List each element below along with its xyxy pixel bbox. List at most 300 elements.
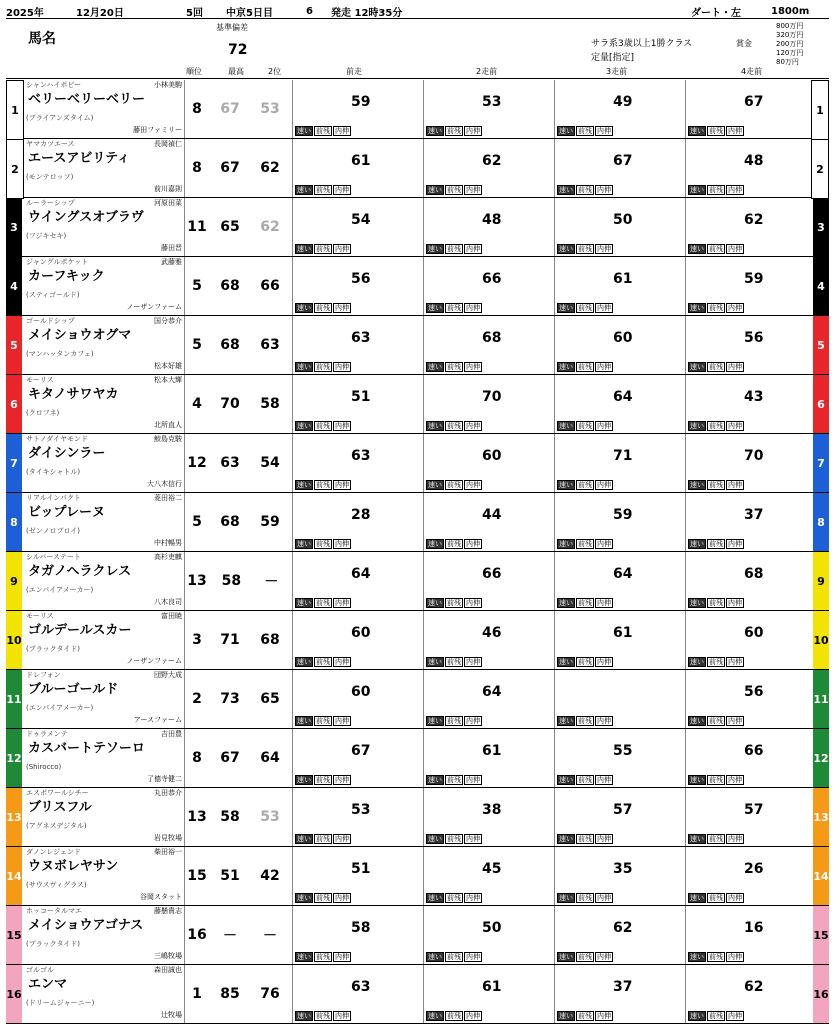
tag-front: 前残 bbox=[709, 422, 723, 430]
index-values bbox=[210, 493, 290, 551]
past-score: 63 bbox=[351, 448, 371, 464]
second-index: 42 bbox=[260, 868, 280, 884]
tag-front: 前残 bbox=[447, 599, 461, 607]
index-values bbox=[210, 257, 290, 315]
owner: 松本好雄 bbox=[154, 362, 182, 370]
best-index: 68 bbox=[220, 514, 240, 530]
past-race-1 bbox=[292, 316, 423, 374]
rank: 16 bbox=[187, 927, 207, 943]
horse-name: ウヌボレヤサン bbox=[28, 859, 119, 874]
tag-front: 前残 bbox=[316, 422, 330, 430]
owner: 藤田晋 bbox=[161, 244, 182, 252]
race-tags bbox=[426, 480, 482, 490]
past-score: 37 bbox=[744, 507, 764, 523]
tag-front: 前残 bbox=[316, 894, 330, 902]
tag-front: 前残 bbox=[447, 776, 461, 784]
horse-name: メイショウオグマ bbox=[28, 328, 132, 343]
past-race-1 bbox=[292, 198, 423, 256]
past-score: 61 bbox=[482, 743, 502, 759]
horse-name: ダイシンラー bbox=[28, 446, 106, 461]
past-race-1 bbox=[292, 906, 423, 964]
horse-info bbox=[24, 80, 185, 138]
tag-inside: 内伸 bbox=[728, 127, 742, 135]
race-tags bbox=[688, 716, 744, 726]
past-score: 53 bbox=[351, 802, 371, 818]
tag-inside: 内伸 bbox=[335, 953, 349, 961]
tag-fast: 速い bbox=[428, 422, 442, 430]
jockey: 菱田裕二 bbox=[154, 494, 182, 502]
tag-inside: 内伸 bbox=[335, 363, 349, 371]
race-tags bbox=[688, 480, 744, 490]
tag-front: 前残 bbox=[709, 658, 723, 666]
second-index: 54 bbox=[260, 455, 280, 471]
past-score: 51 bbox=[351, 389, 371, 405]
race-tags bbox=[688, 185, 744, 195]
past-race-2 bbox=[423, 729, 554, 787]
horse-row bbox=[6, 316, 829, 375]
horse-row bbox=[6, 80, 829, 139]
col-prev4: 4走前 bbox=[741, 67, 763, 76]
tag-inside: 内伸 bbox=[466, 127, 480, 135]
past-score: 62 bbox=[744, 212, 764, 228]
past-score: 61 bbox=[613, 625, 633, 641]
jockey: 松本大輝 bbox=[154, 376, 182, 384]
tag-inside: 内伸 bbox=[335, 894, 349, 902]
jockey: 河原田菜 bbox=[154, 199, 182, 207]
horse-info bbox=[24, 847, 185, 905]
tag-front: 前残 bbox=[709, 304, 723, 312]
race-tags bbox=[688, 598, 744, 608]
tag-fast: 速い bbox=[690, 540, 704, 548]
tag-front: 前残 bbox=[709, 835, 723, 843]
rank: 5 bbox=[192, 514, 202, 530]
past-score: 61 bbox=[613, 271, 633, 287]
past-score: 28 bbox=[351, 507, 371, 523]
sire: モーリス bbox=[26, 612, 54, 620]
tag-inside: 内伸 bbox=[335, 1012, 349, 1020]
owner: 辻牧場 bbox=[161, 1011, 182, 1019]
horse-name: ウイングスオブラヴ bbox=[28, 210, 144, 225]
race-tags bbox=[557, 657, 613, 667]
rank: 3 bbox=[192, 632, 202, 648]
past-race-1 bbox=[292, 434, 423, 492]
horse-number-left: 4 bbox=[6, 257, 22, 315]
jockey: 森田誠也 bbox=[154, 966, 182, 974]
tag-front: 前残 bbox=[447, 717, 461, 725]
past-score: 50 bbox=[482, 920, 502, 936]
race-tags bbox=[557, 834, 613, 844]
tag-inside: 内伸 bbox=[597, 1012, 611, 1020]
horse-info bbox=[24, 788, 185, 846]
past-score: 59 bbox=[744, 271, 764, 287]
tag-inside: 内伸 bbox=[728, 776, 742, 784]
past-race-2 bbox=[423, 139, 554, 197]
index-values bbox=[210, 316, 290, 374]
tag-front: 前残 bbox=[578, 776, 592, 784]
date: 12月20日 bbox=[76, 7, 124, 19]
round: 5回 bbox=[186, 7, 203, 19]
tag-inside: 内伸 bbox=[597, 658, 611, 666]
index-values bbox=[210, 611, 290, 669]
tag-inside: 内伸 bbox=[335, 481, 349, 489]
tag-front: 前残 bbox=[447, 363, 461, 371]
horse-info bbox=[24, 670, 185, 728]
past-race-1 bbox=[292, 375, 423, 433]
tag-front: 前残 bbox=[316, 658, 330, 666]
horse-info bbox=[24, 493, 185, 551]
dam-sire: (ドリームジャーニー) bbox=[26, 999, 95, 1007]
horse-name: メイショウアゴナス bbox=[28, 918, 144, 933]
owner: 大八木信行 bbox=[147, 480, 182, 488]
past-race-2 bbox=[423, 493, 554, 551]
tag-fast: 速い bbox=[428, 540, 442, 548]
horse-number-right: 2 bbox=[811, 139, 829, 199]
past-race-1 bbox=[292, 139, 423, 197]
tag-front: 前残 bbox=[709, 363, 723, 371]
past-score: 64 bbox=[351, 566, 371, 582]
tag-front: 前残 bbox=[578, 894, 592, 902]
horse-number-right: 5 bbox=[813, 316, 829, 374]
col-prev1: 前走 bbox=[346, 67, 362, 76]
race-tags bbox=[295, 539, 351, 549]
past-race-2 bbox=[423, 788, 554, 846]
past-race-4 bbox=[685, 316, 816, 374]
tag-fast: 速い bbox=[559, 363, 573, 371]
jockey: 富田暁 bbox=[161, 612, 182, 620]
horse-row bbox=[6, 611, 829, 670]
race-condition: 定量[指定] bbox=[591, 53, 635, 63]
tag-fast: 速い bbox=[559, 422, 573, 430]
tag-fast: 速い bbox=[559, 658, 573, 666]
second-index: 76 bbox=[260, 986, 280, 1002]
tag-inside: 内伸 bbox=[597, 422, 611, 430]
index-values bbox=[210, 965, 290, 1023]
past-race-4 bbox=[685, 611, 816, 669]
past-score: 67 bbox=[351, 743, 371, 759]
tag-fast: 速い bbox=[559, 481, 573, 489]
tag-fast: 速い bbox=[428, 304, 442, 312]
race-tags bbox=[295, 657, 351, 667]
tag-fast: 速い bbox=[428, 1012, 442, 1020]
past-race-2 bbox=[423, 611, 554, 669]
horse-number-left: 11 bbox=[6, 670, 22, 728]
tag-fast: 速い bbox=[428, 953, 442, 961]
rank: 1 bbox=[192, 986, 202, 1002]
tag-inside: 内伸 bbox=[466, 658, 480, 666]
tag-fast: 速い bbox=[428, 599, 442, 607]
past-race-1 bbox=[292, 670, 423, 728]
best-index: 58 bbox=[220, 809, 240, 825]
tag-fast: 速い bbox=[428, 186, 442, 194]
horse-name: エンマ bbox=[28, 977, 68, 992]
past-score: 35 bbox=[613, 861, 633, 877]
horse-number-right: 14 bbox=[813, 847, 829, 905]
best-index: 68 bbox=[220, 278, 240, 294]
past-race-1 bbox=[292, 965, 423, 1023]
race-tags bbox=[688, 539, 744, 549]
past-score: 54 bbox=[351, 212, 371, 228]
race-tags bbox=[426, 1011, 482, 1021]
race-tags bbox=[295, 775, 351, 785]
past-score: 38 bbox=[482, 802, 502, 818]
tag-inside: 内伸 bbox=[728, 245, 742, 253]
race-tags bbox=[557, 244, 613, 254]
tag-inside: 内伸 bbox=[335, 835, 349, 843]
tag-fast: 速い bbox=[428, 717, 442, 725]
jockey: 小林美駒 bbox=[154, 81, 182, 89]
past-race-3 bbox=[554, 257, 685, 315]
best-index: 58 bbox=[221, 573, 242, 589]
tag-front: 前残 bbox=[447, 481, 461, 489]
owner: 前川嘉則 bbox=[154, 185, 182, 193]
tag-fast: 速い bbox=[559, 953, 573, 961]
race-tags bbox=[688, 834, 744, 844]
horse-info bbox=[24, 139, 185, 197]
rank: 13 bbox=[187, 809, 207, 825]
tag-fast: 速い bbox=[428, 658, 442, 666]
tag-front: 前残 bbox=[447, 127, 461, 135]
race-tags bbox=[295, 598, 351, 608]
tag-front: 前残 bbox=[316, 245, 330, 253]
col-horse-name: 馬名 bbox=[28, 31, 56, 47]
tag-front: 前残 bbox=[578, 481, 592, 489]
past-score: 66 bbox=[482, 271, 502, 287]
past-score: 51 bbox=[351, 861, 371, 877]
race-tags bbox=[426, 185, 482, 195]
race-tags bbox=[295, 834, 351, 844]
dam-sire: (マンハッタンカフェ) bbox=[26, 350, 94, 358]
race-tags bbox=[557, 1011, 613, 1021]
tag-front: 前残 bbox=[709, 127, 723, 135]
tag-fast: 速い bbox=[297, 186, 311, 194]
tag-front: 前残 bbox=[316, 953, 330, 961]
past-score: 60 bbox=[351, 625, 371, 641]
dam-sire: (Shirocco) bbox=[26, 763, 62, 771]
owner: 了德寺健二 bbox=[147, 775, 182, 783]
horse-number-right: 1 bbox=[811, 80, 829, 140]
race-tags bbox=[688, 362, 744, 372]
sire: ルーラーシップ bbox=[26, 199, 75, 207]
horse-number-right: 9 bbox=[813, 552, 829, 610]
past-race-3 bbox=[554, 552, 685, 610]
horse-info bbox=[24, 434, 185, 492]
past-race-1 bbox=[292, 611, 423, 669]
sire: サトノダイヤモンド bbox=[26, 435, 88, 443]
horse-number-right: 11 bbox=[813, 670, 829, 728]
tag-inside: 内伸 bbox=[597, 599, 611, 607]
tag-inside: 内伸 bbox=[335, 658, 349, 666]
tag-front: 前残 bbox=[709, 245, 723, 253]
race-tags bbox=[688, 952, 744, 962]
horse-row bbox=[6, 906, 829, 965]
horse-name: ゴルデールスカー bbox=[28, 623, 132, 638]
race-tags bbox=[557, 480, 613, 490]
tag-inside: 内伸 bbox=[335, 599, 349, 607]
horse-row bbox=[6, 788, 829, 847]
past-race-1 bbox=[292, 257, 423, 315]
tag-front: 前残 bbox=[447, 658, 461, 666]
past-score: 61 bbox=[482, 979, 502, 995]
tag-inside: 内伸 bbox=[466, 186, 480, 194]
past-score: 56 bbox=[744, 684, 764, 700]
col-prev3: 3走前 bbox=[606, 67, 628, 76]
past-race-1 bbox=[292, 80, 423, 138]
dam-sire: (サウスヴィグラス) bbox=[26, 881, 87, 889]
tag-front: 前残 bbox=[709, 599, 723, 607]
tag-inside: 内伸 bbox=[597, 717, 611, 725]
past-score: 59 bbox=[613, 507, 633, 523]
tag-fast: 速い bbox=[690, 1012, 704, 1020]
best-index: 51 bbox=[220, 868, 240, 884]
tag-inside: 内伸 bbox=[728, 540, 742, 548]
jockey: 藤懸貴志 bbox=[154, 907, 182, 915]
race-tags bbox=[426, 657, 482, 667]
race-class: サラ系3歳以上1勝クラス bbox=[591, 39, 693, 49]
past-race-3 bbox=[554, 139, 685, 197]
past-score: 67 bbox=[744, 94, 764, 110]
race-tags bbox=[557, 598, 613, 608]
past-race-2 bbox=[423, 670, 554, 728]
race-tags bbox=[295, 893, 351, 903]
jockey: 吉田豊 bbox=[161, 730, 182, 738]
tag-inside: 内伸 bbox=[335, 245, 349, 253]
tag-front: 前残 bbox=[578, 304, 592, 312]
past-score: 62 bbox=[613, 920, 633, 936]
jockey: 団野大成 bbox=[154, 671, 182, 679]
tag-front: 前残 bbox=[447, 245, 461, 253]
owner: ノーザンファーム bbox=[126, 657, 182, 665]
tag-inside: 内伸 bbox=[466, 599, 480, 607]
tag-fast: 速い bbox=[690, 245, 704, 253]
sire: ドレフォン bbox=[26, 671, 61, 679]
past-score: 63 bbox=[351, 330, 371, 346]
horse-row bbox=[6, 375, 829, 434]
tag-front: 前残 bbox=[709, 776, 723, 784]
tag-fast: 速い bbox=[690, 304, 704, 312]
sire: モーリス bbox=[26, 376, 54, 384]
second-index: 53 bbox=[260, 101, 280, 117]
tag-front: 前残 bbox=[709, 186, 723, 194]
race-tags bbox=[295, 421, 351, 431]
race-tags bbox=[426, 775, 482, 785]
tag-inside: 内伸 bbox=[466, 540, 480, 548]
tag-fast: 速い bbox=[690, 422, 704, 430]
jockey: 鮫島克駿 bbox=[154, 435, 182, 443]
tag-inside: 内伸 bbox=[728, 363, 742, 371]
second-index: 59 bbox=[260, 514, 280, 530]
tag-front: 前残 bbox=[709, 953, 723, 961]
past-race-2 bbox=[423, 80, 554, 138]
tag-front: 前残 bbox=[447, 186, 461, 194]
col-second: 2位 bbox=[268, 67, 282, 76]
tag-inside: 内伸 bbox=[728, 658, 742, 666]
past-race-1 bbox=[292, 729, 423, 787]
tag-inside: 内伸 bbox=[728, 186, 742, 194]
past-race-3 bbox=[554, 611, 685, 669]
second-index: 58 bbox=[260, 396, 280, 412]
sub-header bbox=[6, 20, 829, 79]
owner: アースファーム bbox=[133, 716, 182, 724]
tag-front: 前残 bbox=[709, 894, 723, 902]
tag-front: 前残 bbox=[316, 186, 330, 194]
tag-inside: 内伸 bbox=[466, 894, 480, 902]
second-index: 65 bbox=[260, 691, 280, 707]
horse-number-left: 7 bbox=[6, 434, 22, 492]
tag-front: 前残 bbox=[447, 540, 461, 548]
past-score: 60 bbox=[744, 625, 764, 641]
race-tags bbox=[557, 893, 613, 903]
race-tags bbox=[557, 362, 613, 372]
horse-row bbox=[6, 552, 829, 611]
jockey: 長岡禎仁 bbox=[154, 140, 182, 148]
past-score: 58 bbox=[351, 920, 371, 936]
tag-inside: 内伸 bbox=[335, 776, 349, 784]
jockey: 国分恭介 bbox=[154, 317, 182, 325]
past-race-4 bbox=[685, 493, 816, 551]
tag-front: 前残 bbox=[447, 1012, 461, 1020]
tag-inside: 内伸 bbox=[466, 304, 480, 312]
race-tags bbox=[688, 893, 744, 903]
race-tags bbox=[557, 185, 613, 195]
tag-front: 前残 bbox=[447, 894, 461, 902]
past-score: 59 bbox=[351, 94, 371, 110]
rank: 5 bbox=[192, 337, 202, 353]
tag-fast: 速い bbox=[690, 363, 704, 371]
tag-inside: 内伸 bbox=[466, 422, 480, 430]
sire: リアルインパクト bbox=[26, 494, 81, 502]
tag-inside: 内伸 bbox=[728, 481, 742, 489]
sire: ホッコータルマエ bbox=[26, 907, 82, 915]
past-race-3 bbox=[554, 375, 685, 433]
past-race-2 bbox=[423, 847, 554, 905]
dam-sire: (クロフネ) bbox=[26, 409, 60, 417]
tag-fast: 速い bbox=[428, 363, 442, 371]
race-tags bbox=[426, 126, 482, 136]
race-tags bbox=[688, 244, 744, 254]
past-score: 70 bbox=[744, 448, 764, 464]
race-tags bbox=[688, 1011, 744, 1021]
index-values bbox=[210, 729, 290, 787]
prize-list: 800万円 320万円 200万円 120万円 80万円 bbox=[776, 22, 804, 66]
horse-name: ブリスフル bbox=[28, 800, 92, 815]
second-index: 68 bbox=[260, 632, 280, 648]
tag-inside: 内伸 bbox=[728, 894, 742, 902]
past-score: 67 bbox=[613, 153, 633, 169]
past-score: 26 bbox=[744, 861, 764, 877]
tag-fast: 速い bbox=[428, 245, 442, 253]
tag-fast: 速い bbox=[559, 894, 573, 902]
race-tags bbox=[426, 539, 482, 549]
past-race-3 bbox=[554, 788, 685, 846]
rank: 5 bbox=[192, 278, 202, 294]
tag-front: 前残 bbox=[578, 1012, 592, 1020]
tag-fast: 速い bbox=[428, 127, 442, 135]
tag-inside: 内伸 bbox=[597, 894, 611, 902]
horse-name: ブルーゴールド bbox=[28, 682, 119, 697]
tag-inside: 内伸 bbox=[597, 953, 611, 961]
past-score: 45 bbox=[482, 861, 502, 877]
tag-front: 前残 bbox=[316, 127, 330, 135]
horse-row bbox=[6, 434, 829, 493]
tag-inside: 内伸 bbox=[597, 245, 611, 253]
past-score: 48 bbox=[482, 212, 502, 228]
tag-inside: 内伸 bbox=[466, 481, 480, 489]
col-base: 基準偏差 bbox=[216, 23, 248, 32]
tag-fast: 速い bbox=[297, 717, 311, 725]
tag-front: 前残 bbox=[578, 363, 592, 371]
tag-fast: 速い bbox=[690, 717, 704, 725]
race-tags bbox=[426, 244, 482, 254]
